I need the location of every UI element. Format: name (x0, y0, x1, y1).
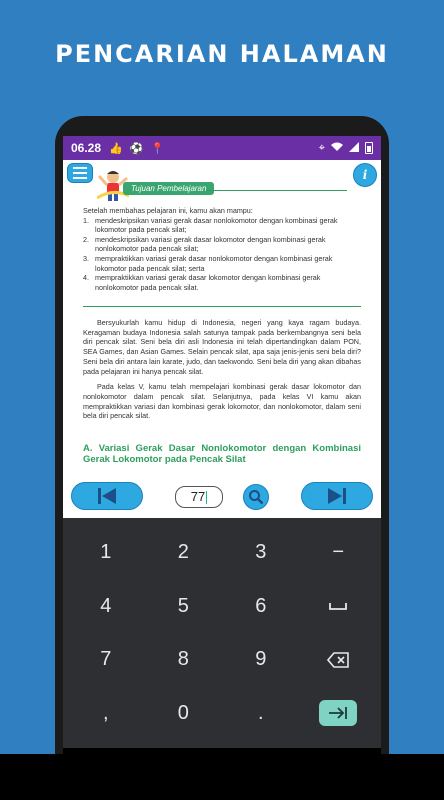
section-divider (83, 306, 361, 307)
search-button[interactable] (243, 484, 269, 510)
key-space[interactable] (300, 580, 378, 634)
section-heading: A. Variasi Gerak Dasar Nonlokomotor dengan Kombinasi Gerak Lokomotor pada Pencak Silat (83, 443, 361, 465)
info-button[interactable] (353, 163, 377, 187)
intro-text: Setelah membahas pelajaran ini, kamu akan mampu: (83, 206, 253, 215)
key-9[interactable]: 9 (255, 648, 267, 671)
key-5[interactable]: 5 (177, 594, 189, 617)
objective-number: 1. (83, 215, 89, 225)
paragraph: Bersyukurlah kamu hidup di Indonesia, negeri yang kaya ragam budaya. Keragaman budaya Indonesia salah satunya tampak pada berkembangnya seni bela diri pencak silat. Seni bela diri asli Indonesia ini telah dipertandingkan dalam PON, SEA Games, dan Asian Games. Selain pencak silat, apa saja jenis-jenis seni bela diri? Seni bela diri antara lain karate, judo, dan taekwondo. Seni bela diri yang akan dibahas pada pelajaran ini hanya pencak silat. (83, 318, 361, 376)
menu-icon-bar (73, 172, 87, 174)
key-3[interactable]: 3 (255, 541, 267, 564)
menu-icon-bar (73, 167, 87, 169)
key-backspace[interactable] (300, 633, 378, 687)
learning-goals (83, 206, 361, 292)
paragraph: Pada kelas V, kamu telah mempelajari kombinasi gerak dasar lokomotor dan nonlokomotor dalam pencak silat. Selanjutnya, pada kelas VI kamu akan mempraktikkan variasi dan kombinasi gerak lokomotor, dan nonlokomotor, dalam seni bela diri pencak silat. (83, 382, 361, 421)
phone-frame (55, 116, 389, 800)
key-dot[interactable]: . (257, 701, 264, 724)
key-4[interactable]: 4 (100, 594, 112, 617)
objective-text: mempraktikkan variasi gerak dasar nonlokomotor dengan kombinasi gerak lokomotor pada pencak silat; serta (95, 253, 333, 273)
page-number-input[interactable] (175, 486, 223, 508)
objective-number: 2. (83, 234, 89, 244)
key-0[interactable]: 0 (177, 701, 189, 724)
header-divider (207, 190, 347, 191)
signal-icon (349, 142, 359, 155)
objective-text: mempraktikkan variasi gerak dasar lokomotor dengan kombinasi gerak nonlokomotor pada pencak silat. (95, 273, 321, 292)
key-8[interactable]: 8 (177, 648, 189, 671)
status-system-icons (319, 142, 373, 155)
battery-icon (365, 142, 373, 154)
key-6[interactable]: 6 (255, 594, 267, 617)
status-notification-icons (109, 142, 164, 155)
body-text (83, 318, 361, 427)
key-1[interactable]: 1 (100, 541, 112, 564)
status-time: 06.28 (71, 141, 102, 155)
objectives-list (83, 216, 361, 293)
objective-text: mendeskripsikan variasi gerak dasar nonlokomotor dengan kombinasi gerak lokomotor pada pencak silat; (95, 215, 338, 235)
tab-arrow-icon (328, 706, 348, 720)
previous-page-button[interactable] (71, 482, 143, 510)
page-number-value: 77 (190, 489, 206, 504)
backspace-icon (327, 652, 349, 668)
objective-item (83, 273, 361, 292)
menu-icon-bar (73, 177, 87, 179)
promo-title: PENCARIAN HALAMAN (55, 40, 389, 68)
next-field-key[interactable] (319, 700, 357, 726)
skip-next-icon (327, 487, 347, 505)
bottom-black-strip (0, 754, 444, 800)
app-screen (63, 136, 381, 800)
objective-number: 4. (83, 273, 89, 283)
objective-item (83, 216, 361, 235)
book-page[interactable] (63, 160, 381, 478)
objective-item (83, 235, 361, 254)
objective-number: 3. (83, 253, 89, 263)
location-icon: ⌖ (318, 141, 325, 154)
search-icon (248, 489, 264, 505)
key-minus[interactable]: − (332, 541, 345, 564)
objective-text: mendeskripsikan variasi gerak dasar lokomotor dengan kombinasi gerak nonlokomotor pada pencak silat; (95, 234, 326, 254)
info-icon: i (362, 168, 368, 182)
skip-previous-icon (97, 487, 117, 505)
menu-button[interactable] (67, 163, 93, 183)
status-bar (63, 136, 381, 160)
learning-goals-badge: Tujuan Pembelajaran (123, 182, 214, 195)
learning-goals-header (97, 168, 347, 202)
key-2[interactable]: 2 (177, 541, 189, 564)
space-icon (329, 602, 347, 610)
thumbs-up-icon: 👍 (109, 142, 123, 155)
key-comma[interactable]: , (102, 701, 109, 724)
page-navigation-bar (63, 478, 381, 516)
key-7[interactable]: 7 (100, 648, 112, 671)
key-next[interactable] (300, 687, 378, 741)
numeric-keypad (63, 518, 381, 748)
next-page-button[interactable] (301, 482, 373, 510)
soccer-ball-icon: ⚽ (129, 142, 144, 155)
location-pin-icon: 📍 (150, 142, 165, 155)
wifi-icon (331, 142, 343, 155)
objective-item (83, 254, 361, 273)
